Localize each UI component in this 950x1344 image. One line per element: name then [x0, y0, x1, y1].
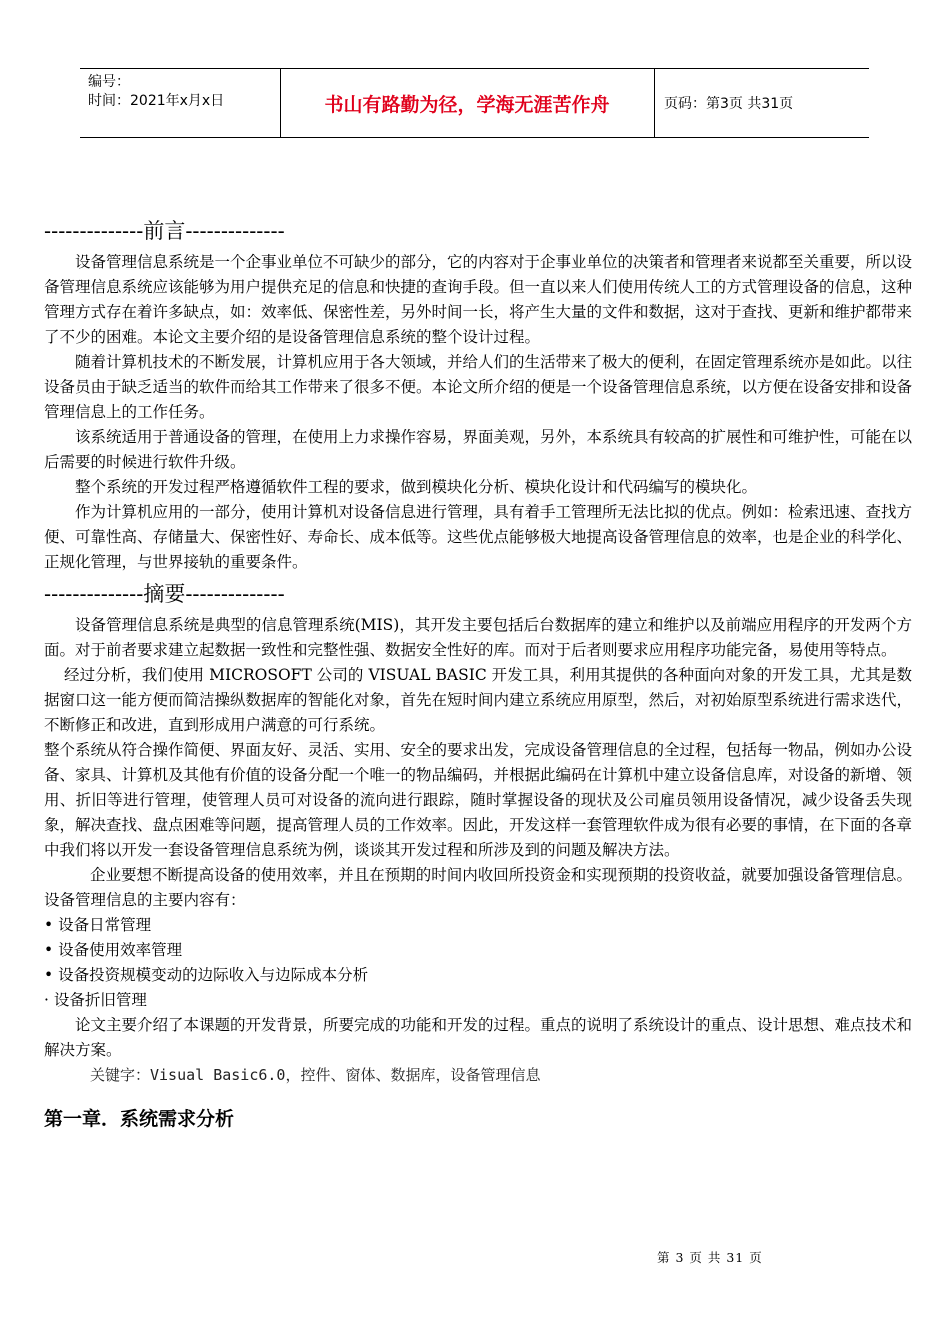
abstract-paragraph: 设备管理信息系统是典型的信息管理系统(MIS)，其开发主要包括后台数据库的建立和维护以及前端应用程序的开发两个方面。对于前者要求建立起数据一致性和完整性强、数据安全性好的库。而对于后者则要求应用程序功能完备，易使用等特点。 — [44, 616, 912, 659]
keywords-line: 关键字：Visual Basic6.0，控件、窗体、数据库，设备管理信息 — [90, 1066, 541, 1084]
header-time-label: 时间：2021年x月x日 — [88, 93, 225, 109]
page-footer: 第 3 页 共 31 页 — [657, 1250, 763, 1265]
header-page-info: 页码：第3页 共31页 — [664, 96, 794, 112]
preface-paragraph: 作为计算机应用的一部分，使用计算机对设备信息进行管理，具有着手工管理所无法比拟的优点。例如：检索迅速、查找方便、可靠性高、存储量大、保密性好、寿命长、成本低等。这些优点能够极大地提高设备管理信息的效率，也是企业的科学化、正规化管理，与世界接轨的重要条件。 — [44, 503, 913, 571]
preface-paragraph: 随着计算机技术的不断发展，计算机应用于各大领域，并给人们的生活带来了极大的便利，在固定管理系统亦是如此。以往设备员由于缺乏适当的软件而给其工作带来了很多不便。本论文所介绍的便是一个设备管理信息系统，以方便在设备安排和设备管理信息上的工作任务。 — [44, 353, 913, 421]
abstract-paragraph: 整个系统从符合操作简便、界面友好、灵活、实用、安全的要求出发，完成设备管理信息的全过程，包括每一物品，例如办公设备、家具、计算机及其他有价值的设备分配一个唯一的物品编码，并根据此编码在计算机中建立设备信息库，对设备的新增、领用、折旧等进行管理，使管理人员可对设备的流向进行跟踪，随时掌握设备的现状及公司雇员领用设备情况，减少设备丢失现象，解决查找、盘点困难等问题，提高管理人员的工作效率。因此，开发这样一套管理软件成为很有必要的事情，在下面的各章中我们将以开发一套设备管理信息系统为例，谈谈其开发过程和所涉及到的问题及解决方法。 — [44, 741, 913, 859]
header-meta — [88, 73, 278, 111]
preface-paragraph: 设备管理信息系统是一个企事业单位不可缺少的部分，它的内容对于企事业单位的决策者和管理者来说都至关重要，所以设备管理信息系统应该能够为用户提供充足的信息和快捷的查询手段。但一直以来人们使用传统人工的方式管理设备的信息，这种管理方式存在着许多缺点，如：效率低、保密性差，另外时间一长，将产生大量的文件和数据，这对于查找、更新和维护都带来了不少的困难。本论文主要介绍的是设备管理信息系统的整个设计过程。 — [44, 253, 913, 346]
list-item: • 设备投资规模变动的边际收入与边际成本分析 — [44, 966, 369, 984]
chapter-title: 第一章．系统需求分析 — [44, 1108, 235, 1130]
header-number-label: 编号： — [88, 74, 130, 90]
abstract-title: --------------摘要-------------- — [44, 582, 285, 606]
abstract-paragraph: 论文主要介绍了本课题的开发背景，所要完成的功能和开发的过程。重点的说明了系统设计的重点、设计思想、难点技术和解决方案。 — [44, 1016, 913, 1059]
header-divider — [654, 69, 655, 137]
page-header-table — [80, 68, 869, 138]
preface-title: --------------前言-------------- — [44, 219, 285, 243]
list-item: • 设备日常管理 — [44, 916, 152, 934]
header-motto: 书山有路勤为径，学海无涯苦作舟 — [324, 93, 610, 116]
abstract-paragraph: 企业要想不断提高设备的使用效率，并且在预期的时间内收回所投资金和实现预期的投资收益，就要加强设备管理信息。设备管理信息的主要内容有： — [44, 866, 912, 909]
abstract-paragraph: 经过分析，我们使用 MICROSOFT 公司的 VISUAL BASIC 开发工具，利用其提供的各种面向对象的开发工具，尤其是数据窗口这一能方便而简洁操纵数据库的智能化对象，首先在短时间内建立系统应用原型，然后，对初始原型系统进行需求迭代，不断修正和改进，直到形成用户满意的可行系统。 — [44, 666, 913, 734]
preface-paragraph: 该系统适用于普通设备的管理，在使用上力求操作容易，界面美观，另外，本系统具有较高的扩展性和可维护性，可能在以后需要的时候进行软件升级。 — [44, 428, 913, 471]
document-body — [44, 216, 912, 1134]
management-content-list — [44, 913, 912, 1013]
list-item: · 设备折旧管理 — [44, 991, 147, 1009]
list-item: • 设备使用效率管理 — [44, 941, 183, 959]
preface-paragraph: 整个系统的开发过程严格遵循软件工程的要求，做到模块化分析、模块化设计和代码编写的模块化。 — [75, 478, 758, 496]
